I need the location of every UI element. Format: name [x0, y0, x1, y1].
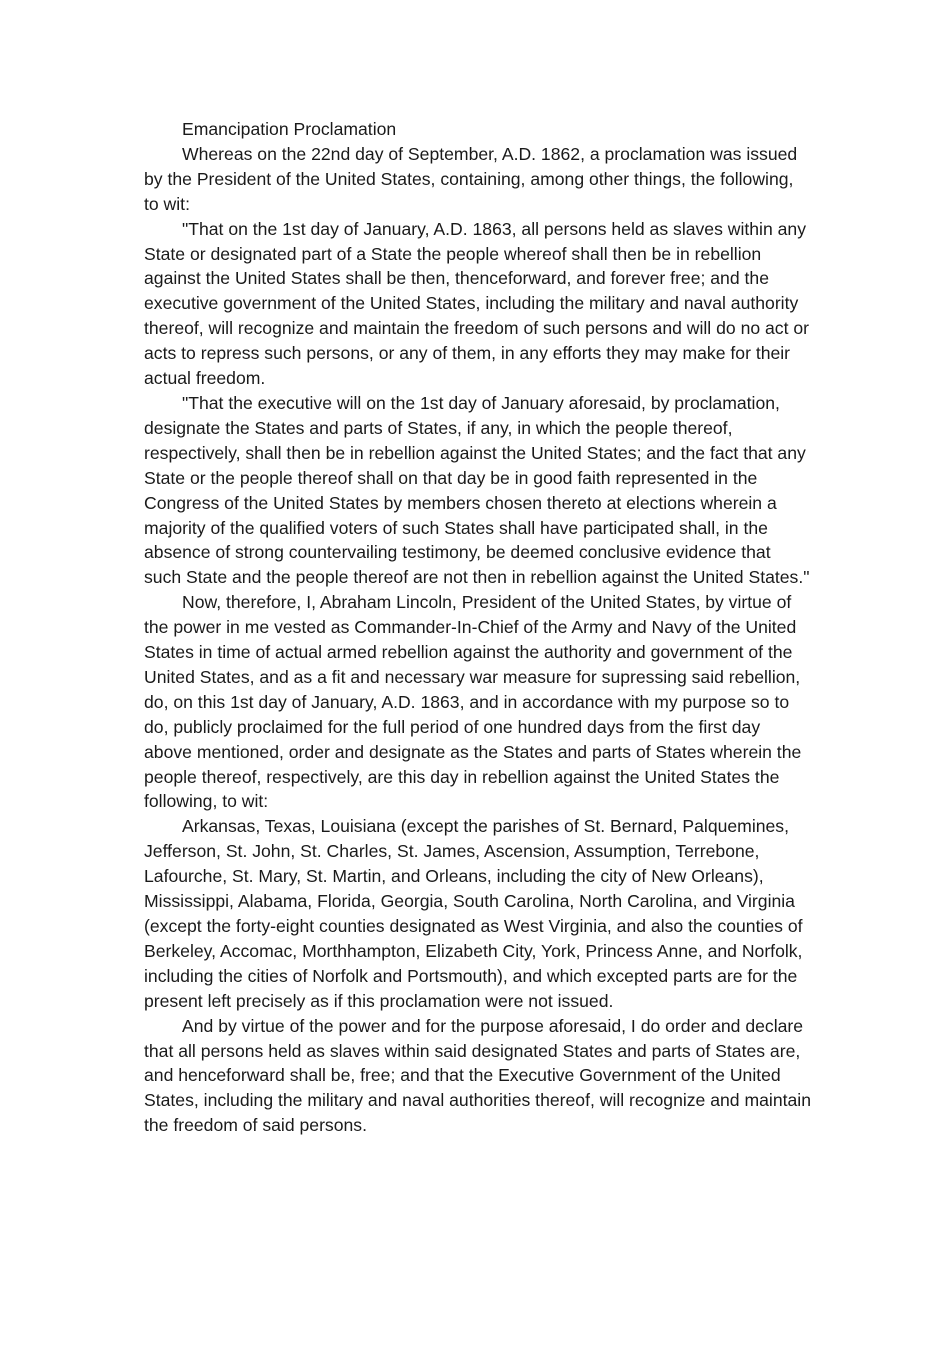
document-body [144, 117, 812, 1138]
paragraph-quote-first: "That on the 1st day of January, A.D. 1863, all persons held as slaves within any State or designated part of a State the people whereof shall then be in rebellion against the United States shall be then, thenceforward, and forever free; and the executive government of the United States, including the military and naval authority thereof, will recognize and maintain the freedom of such persons and will do no act or acts to repress such persons, or any of them, in any efforts they may make for their actual freedom. [144, 218, 810, 389]
document-title: Emancipation Proclamation [182, 119, 397, 139]
paragraph-quote-second: "That the executive will on the 1st day of January aforesaid, by proclamation, designate the States and parts of States, if any, in which the people thereof, respectively, shall then be in rebellion against the United States; and the fact that any State or the people thereof shall on that day be in good faith represented in the Congress of the United States by members chosen thereto at elections wherein a majority of the qualified voters of such States shall have participated shall, in the absence of strong countervailing testimony, be deemed conclusive evidence that such State and the people thereof are not then in rebellion against the United States." [144, 392, 810, 588]
paragraph-declaration: And by virtue of the power and for the purpose aforesaid, I do order and declare that all persons held as slaves within said designated States and parts of States are, and henceforward shall be, free; and that the Executive Government of the United States, including the military and naval authorities thereof, will recognize and maintain the freedom of said persons. [144, 1015, 811, 1136]
paragraph-states-list: Arkansas, Texas, Louisiana (except the parishes of St. Bernard, Palquemines, Jefferson, St. John, St. Charles, St. James, Ascension, Assumption, Terrebone, Lafourche, St. Mary, St. Martin, and Orleans, including the city of New Orleans), Mississippi, Alabama, Florida, Georgia, South Carolina, North Carolina, and Virginia (except the forty-eight counties designated as West Virginia, and also the counties of Berkeley, Accomac, Morthhampton, Elizabeth City, York, Princess Anne, and Norfolk, including the cities of Norfolk and Portsmouth), and which excepted parts are for the present left precisely as if this proclamation were not issued. [144, 816, 803, 1011]
paragraph-now-therefore: Now, therefore, I, Abraham Lincoln, President of the United States, by virtue of the power in me vested as Commander-In-Chief of the Army and Navy of the United States in time of actual armed rebellion against the authority and government of the United States, and as a fit and necessary war measure for supressing said rebellion, do, on this 1st day of January, A.D. 1863, and in accordance with my purpose so to do, publicly proclaimed for the full period of one hundred days from the first day above mentioned, order and designate as the States and parts of States wherein the people thereof, respectively, are this day in rebellion against the United States the following, to wit: [144, 592, 802, 812]
paragraph-whereas: Whereas on the 22nd day of September, A.D. 1862, a proclamation was issued by the President of the United States, containing, among other things, the following, to wit: [144, 143, 798, 214]
